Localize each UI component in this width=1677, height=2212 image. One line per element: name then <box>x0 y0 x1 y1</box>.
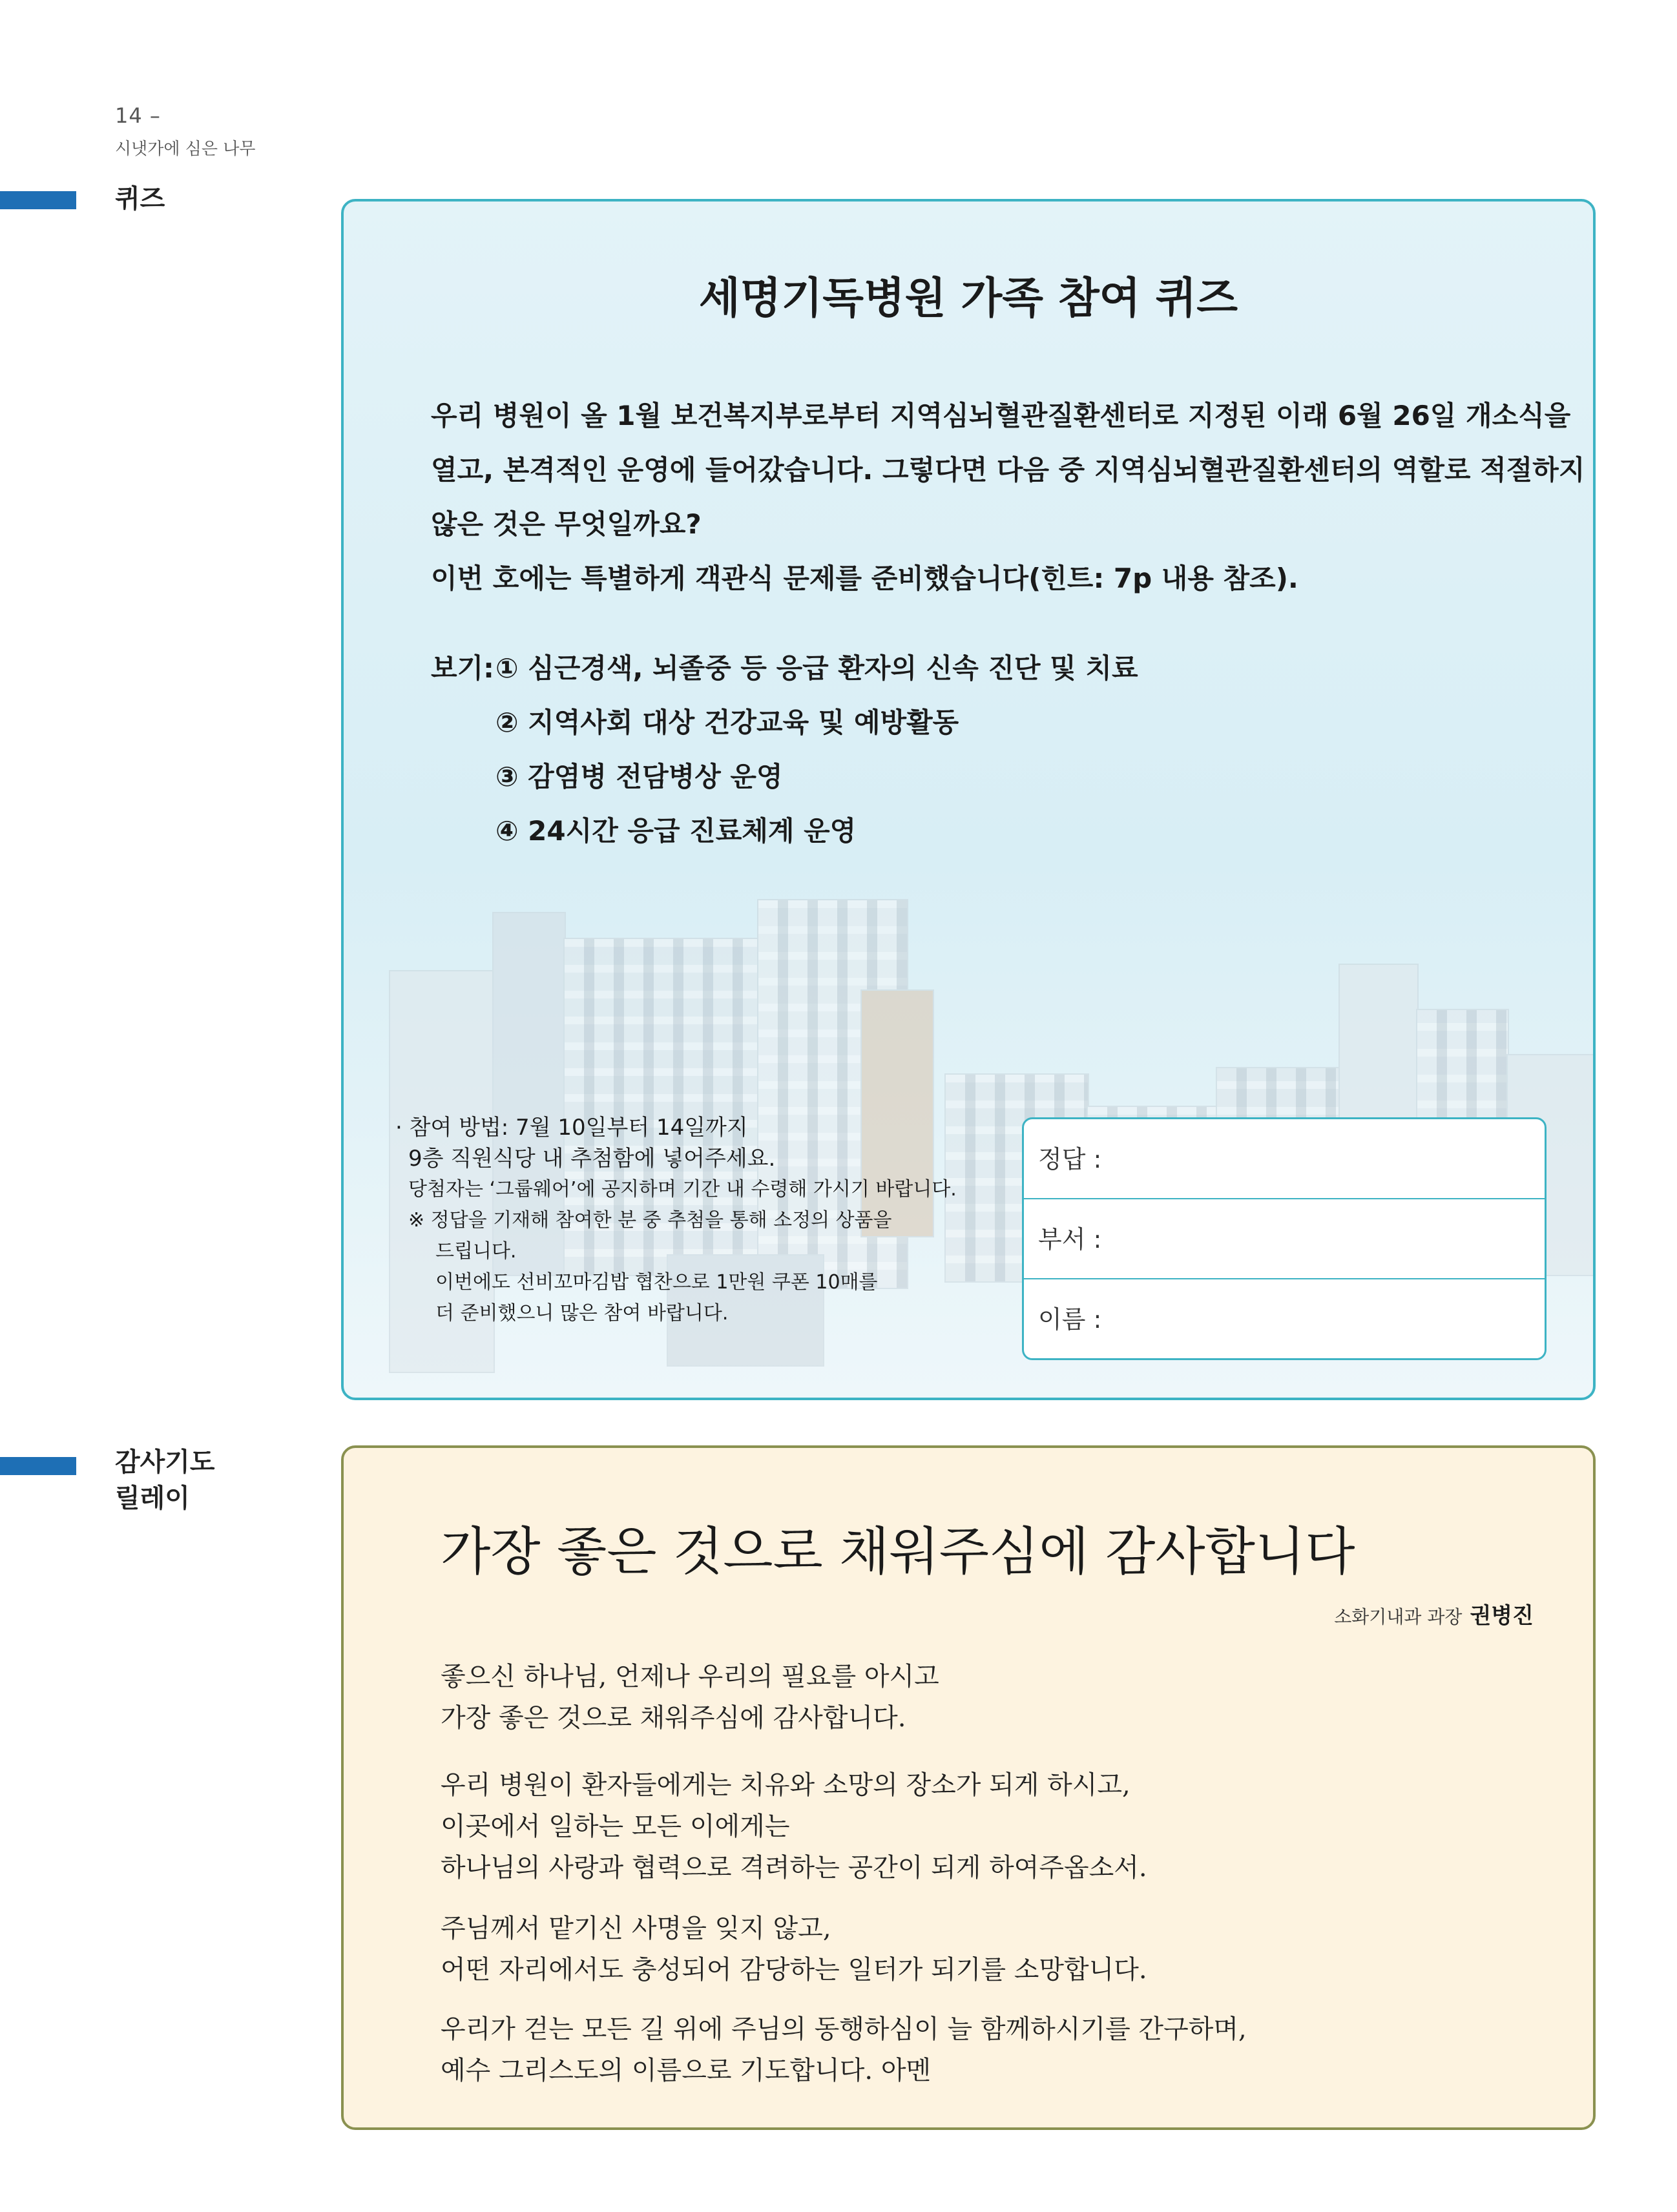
quiz-box <box>341 199 1596 1400</box>
question-line: 열고, 본격적인 운영에 들어갔습니다. 그렇다면 다음 중 지역심뇌혈관질환센터의 역할로 적절하지 <box>431 454 1585 486</box>
prayer-line: 우리가 걷는 모든 길 위에 주님의 동행하심이 늘 함께하시기를 간구하며, <box>441 2014 1247 2044</box>
question-line: 않은 것은 무엇일까요? <box>431 508 702 540</box>
author-name: 권병진 <box>1470 1603 1534 1629</box>
prayer-box <box>341 1445 1596 2130</box>
prayer-line: 우리 병원이 환자들에게는 치유와 소망의 장소가 되게 하시고, <box>441 1770 1130 1800</box>
question-line: 이번 호에는 특별하게 객관식 문제를 준비했습니다(힌트: 7p 내용 참조). <box>431 563 1298 594</box>
page-number: 14 – <box>115 103 161 128</box>
prayer-paragraph <box>441 1908 1147 1990</box>
participation-info <box>395 1112 1041 1329</box>
prayer-line: 이곳에서 일하는 모든 이에게는 <box>441 1812 790 1841</box>
info-line: 드립니다. <box>435 1240 517 1263</box>
quiz-title: 세명기독병원 가족 참여 퀴즈 <box>698 273 1238 323</box>
section-marker-quiz <box>0 191 76 209</box>
question-line: 우리 병원이 올 1월 보건복지부로부터 지역심뇌혈관질환센터로 지정된 이래 6월 26일 개소식을 <box>431 400 1571 431</box>
quiz-option-3: ③ 감염병 전담병상 운영 <box>495 761 783 792</box>
prayer-line: 주님께서 맡기신 사명을 잊지 않고, <box>441 1914 831 1943</box>
quiz-option-2: ② 지역사회 대상 건강교육 및 예방활동 <box>495 707 959 738</box>
section-label-prayer <box>115 1444 215 1516</box>
author-role: 소화기내과 과장 <box>1334 1606 1463 1628</box>
prayer-line: 좋으신 하나님, 언제나 우리의 필요를 아시고 <box>441 1662 939 1691</box>
info-line: · 참여 방법: 7월 10일부터 14일까지 <box>395 1115 748 1141</box>
publication-name: 시냇가에 심은 나무 <box>115 140 256 159</box>
section-label-line: 감사기도 <box>115 1447 215 1477</box>
answer-form <box>1022 1117 1547 1360</box>
section-label-quiz: 퀴즈 <box>115 184 165 214</box>
department-field[interactable]: 부서 : <box>1024 1199 1545 1279</box>
options-prefix: 보기: <box>431 652 494 684</box>
prayer-paragraph <box>441 1656 939 1739</box>
prayer-line: 하나님의 사랑과 협력으로 격려하는 공간이 되게 하여주옵소서. <box>441 1853 1147 1883</box>
quiz-option-4: ④ 24시간 응급 진료체계 운영 <box>495 815 857 847</box>
section-marker-prayer <box>0 1457 76 1475</box>
info-line: 9층 직원식당 내 추첨함에 넣어주세요. <box>408 1146 776 1172</box>
quiz-option-1: ① 심근경색, 뇌졸중 등 응급 환자의 신속 진단 및 치료 <box>495 652 1138 684</box>
prayer-author <box>1334 1598 1534 1629</box>
prayer-paragraph <box>441 1764 1147 1888</box>
prayer-paragraph <box>441 2009 1247 2091</box>
info-line: 당첨자는 ‘그룹웨어’에 공지하며 기간 내 수령해 가시기 바랍니다. <box>408 1178 957 1201</box>
prayer-title: 가장 좋은 것으로 채워주심에 감사합니다 <box>441 1522 1355 1582</box>
prayer-line: 어떤 자리에서도 충성되어 감당하는 일터가 되기를 소망합니다. <box>441 1955 1147 1985</box>
section-label-line: 릴레이 <box>115 1483 190 1513</box>
info-line: 이번에도 선비꼬마김밥 협찬으로 1만원 쿠폰 10매를 <box>435 1271 878 1294</box>
quiz-question <box>431 389 1585 606</box>
answer-field[interactable]: 정답 : <box>1024 1119 1545 1199</box>
info-line: ※ 정답을 기재해 참여한 분 중 추첨을 통해 소정의 상품을 <box>408 1209 892 1232</box>
info-line: 더 준비했으니 많은 참여 바랍니다. <box>435 1302 729 1325</box>
name-field[interactable]: 이름 : <box>1038 1305 1102 1334</box>
prayer-line: 가장 좋은 것으로 채워주심에 감사합니다. <box>441 1703 906 1733</box>
prayer-line: 예수 그리스도의 이름으로 기도합니다. 아멘 <box>441 2056 932 2085</box>
